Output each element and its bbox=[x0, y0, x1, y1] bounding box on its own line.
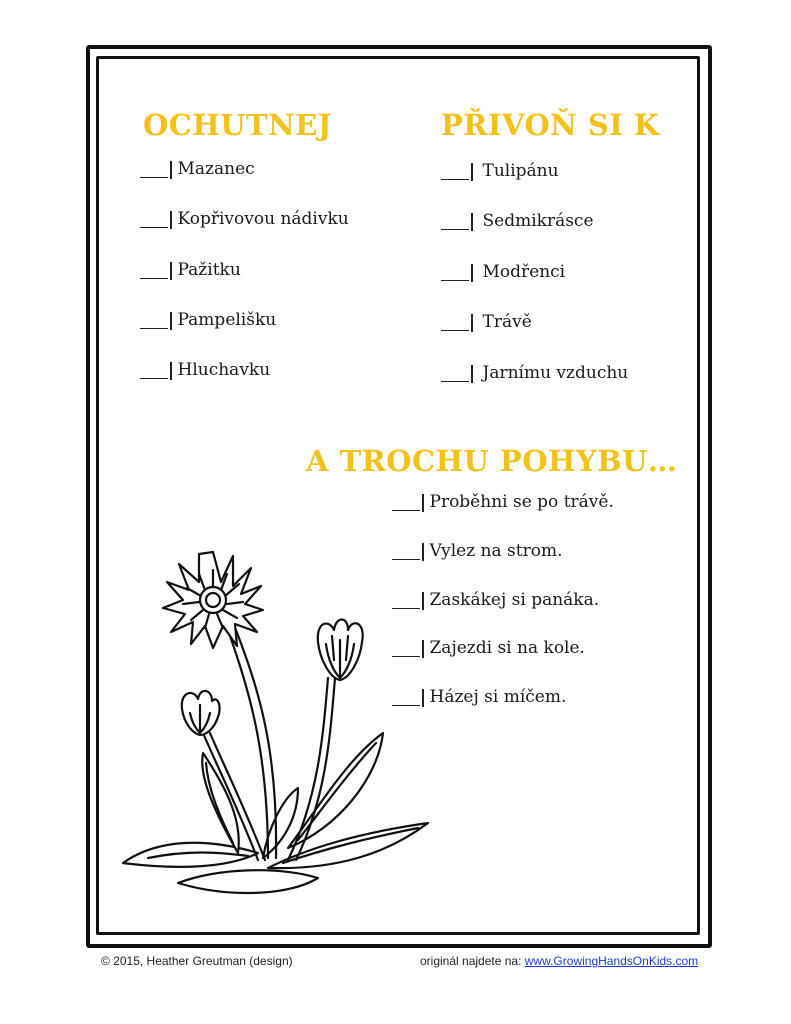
smell-item-label: Tulipánu bbox=[482, 161, 559, 181]
answer-blank[interactable] bbox=[140, 226, 168, 228]
source-line bbox=[420, 954, 698, 968]
source-label: originál najdete na: bbox=[420, 954, 522, 968]
answer-blank[interactable] bbox=[441, 329, 469, 331]
taste-item-label: Hluchavku bbox=[177, 360, 271, 380]
answer-blank[interactable] bbox=[441, 380, 469, 382]
smell-item bbox=[441, 212, 594, 230]
smell-item bbox=[441, 162, 559, 180]
smell-item bbox=[441, 364, 628, 382]
taste-item-label: Pampelišku bbox=[177, 310, 277, 330]
smell-item-label: Jarnímu vzduchu bbox=[482, 363, 629, 383]
taste-item bbox=[140, 311, 276, 329]
taste-heading: OCHUTNEJ bbox=[143, 108, 332, 142]
taste-item-label: Kopřivovou nádivku bbox=[177, 209, 349, 229]
move-item bbox=[392, 493, 614, 511]
taste-item bbox=[140, 160, 255, 178]
smell-item bbox=[441, 313, 532, 331]
move-item-label: Vylez na strom. bbox=[429, 541, 563, 561]
daisy-illustration bbox=[118, 548, 438, 913]
taste-item-label: Pažitku bbox=[177, 260, 241, 280]
move-item-label: Zaskákej si panáka. bbox=[429, 590, 600, 610]
smell-heading: PŘIVOŇ SI K bbox=[441, 108, 660, 142]
answer-blank[interactable] bbox=[140, 277, 168, 279]
taste-item-label: Mazanec bbox=[177, 159, 255, 179]
answer-blank[interactable] bbox=[140, 327, 168, 329]
move-heading: A TROCHU POHYBU… bbox=[306, 444, 678, 478]
smell-item-label: Trávě bbox=[482, 312, 532, 332]
smell-item-label: Modřenci bbox=[482, 262, 566, 282]
answer-blank[interactable] bbox=[140, 176, 168, 178]
answer-blank[interactable] bbox=[140, 377, 168, 379]
smell-item bbox=[441, 263, 565, 281]
answer-blank[interactable] bbox=[441, 279, 469, 281]
answer-blank[interactable] bbox=[441, 178, 469, 180]
answer-blank[interactable] bbox=[392, 509, 420, 511]
taste-item bbox=[140, 210, 349, 228]
copyright-text: © 2015, Heather Greutman (design) bbox=[101, 954, 293, 968]
taste-item bbox=[140, 361, 270, 379]
move-item-label: Zajezdi si na kole. bbox=[429, 638, 585, 658]
smell-item-label: Sedmikrásce bbox=[482, 211, 594, 231]
source-link[interactable]: www.GrowingHandsOnKids.com bbox=[524, 954, 699, 968]
move-item-label: Házej si míčem. bbox=[429, 687, 567, 707]
taste-item bbox=[140, 261, 241, 279]
answer-blank[interactable] bbox=[441, 228, 469, 230]
move-item-label: Proběhni se po trávě. bbox=[429, 492, 614, 512]
